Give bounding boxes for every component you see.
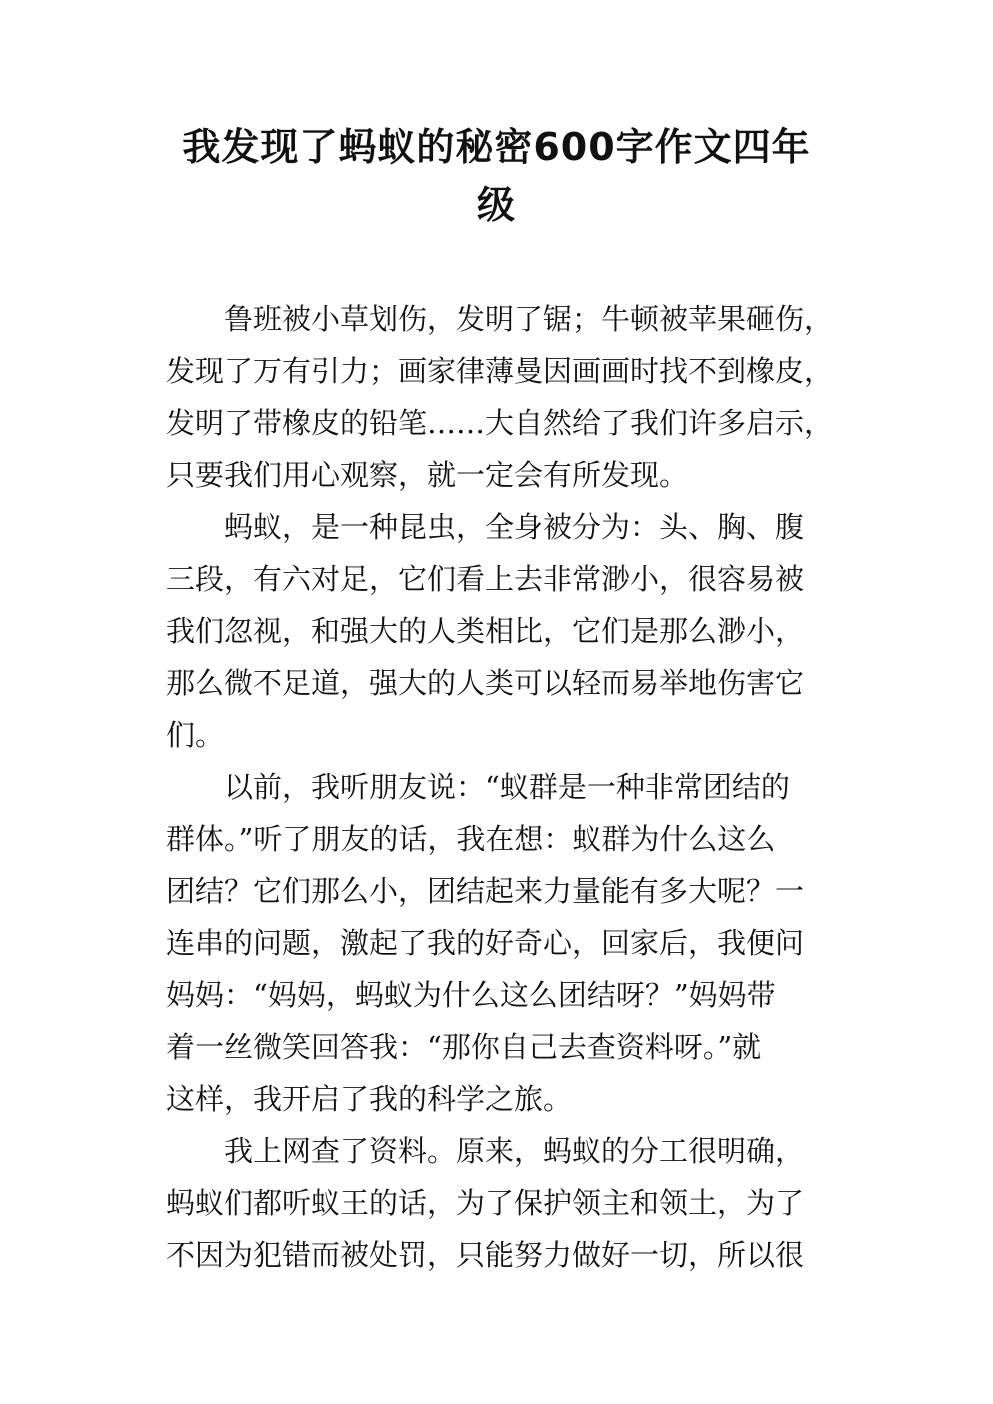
paragraph-3-line-1: 以前，我听朋友说：“蚁群是一种非常团结的	[224, 770, 790, 804]
paragraph-3-line-3: 团结？它们那么小，团结起来力量能有多大呢？一	[166, 874, 805, 908]
paragraph-1-line-1: 鲁班被小草划伤，发明了锯；牛顿被苹果砸伤，	[224, 302, 834, 336]
title-line-2: 级	[476, 183, 516, 227]
paragraph-3-line-4: 连串的问题，激起了我的好奇心，回家后，我便问	[166, 926, 805, 960]
paragraph-3-line-2: 群体。”听了朋友的话，我在想：蚁群为什么这么	[166, 822, 776, 856]
paragraph-2-line-2: 三段，有六对足，它们看上去非常渺小，很容易被	[166, 562, 805, 596]
paragraph-1-line-2: 发现了万有引力；画家律薄曼因画画时找不到橡皮，	[166, 354, 834, 388]
paragraph-3-line-5: 妈妈：“妈妈，蚂蚁为什么这么团结呀？”妈妈带	[166, 978, 776, 1012]
paragraph-2-line-1: 蚂蚁，是一种昆虫，全身被分为：头、胸、腹	[224, 510, 805, 544]
paragraph-4-line-1: 我上网查了资料。原来，蚂蚁的分工很明确，	[224, 1134, 805, 1168]
paragraph-4-line-3: 不因为犯错而被处罚，只能努力做好一切，所以很	[166, 1238, 805, 1272]
paragraph-2-line-3: 我们忽视，和强大的人类相比，它们是那么渺小，	[166, 614, 805, 648]
title-line-1: 我发现了蚂蚁的秘密600字作文四年	[182, 125, 811, 169]
paragraph-1-line-3: 发明了带橡皮的铅笔……大自然给了我们许多启示，	[166, 406, 834, 440]
paragraph-1-line-4: 只要我们用心观察，就一定会有所发现。	[166, 458, 689, 492]
document-title	[150, 118, 843, 234]
paragraph-3-line-7: 这样，我开启了我的科学之旅。	[166, 1082, 573, 1116]
paragraph-3-line-6: 着一丝微笑回答我：“那你自己去查资料呀。”就	[166, 1030, 762, 1064]
paragraph-2-line-5: 们。	[166, 718, 225, 752]
paragraph-2-line-4: 那么微不足道，强大的人类可以轻而易举地伤害它	[166, 666, 805, 700]
paragraph-4-line-2: 蚂蚁们都听蚁王的话，为了保护领主和领土，为了	[166, 1186, 805, 1220]
